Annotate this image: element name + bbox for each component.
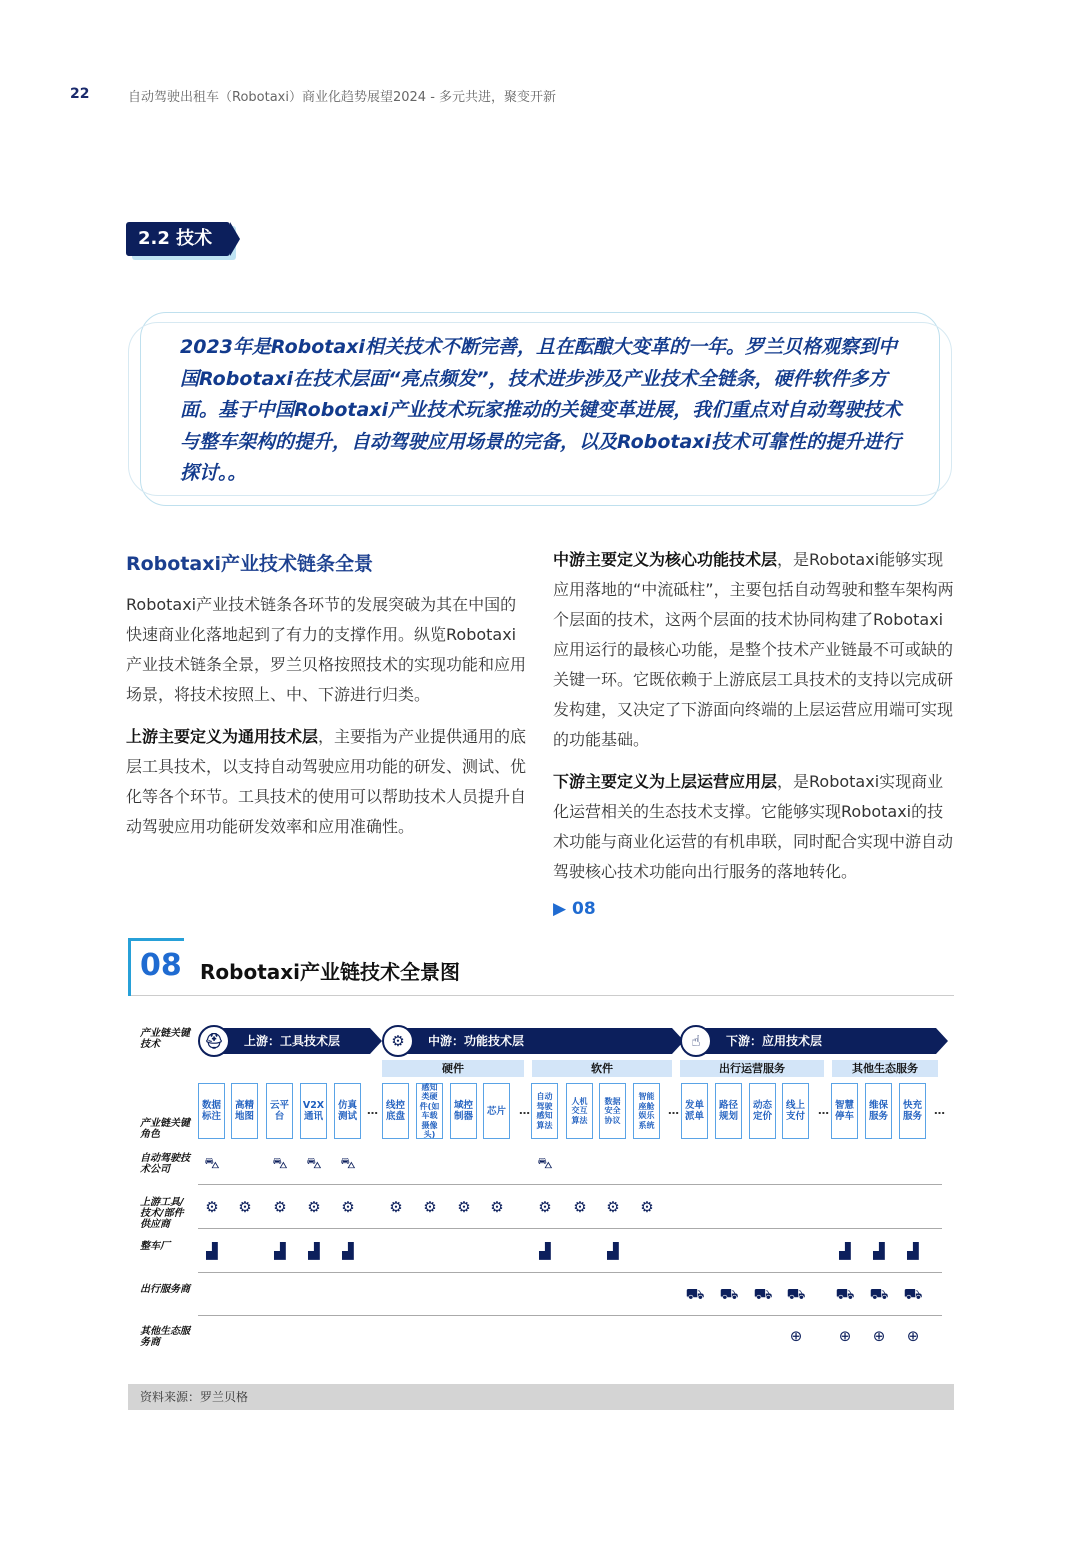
upstream-paragraph — [126, 722, 531, 842]
role-label: 自动驾驶技术公司 — [140, 1153, 190, 1175]
factory-icon: ▟ — [308, 1241, 320, 1260]
tech-box: 快充服务 — [899, 1083, 926, 1139]
factory-icon: ▟ — [539, 1241, 551, 1260]
subgroup-header-4: 其他生态服务 — [832, 1060, 938, 1077]
tech-box: 感知类硬件(如车载摄像头) — [416, 1083, 443, 1139]
tech-box: 线上支付 — [782, 1083, 809, 1139]
tech-box: 人机交互算法 — [566, 1083, 593, 1139]
tech-box: 数据标注 — [198, 1083, 225, 1139]
figure-title: Robotaxi产业链技术全景图 — [200, 960, 461, 984]
component-icon: ⚙ — [341, 1197, 355, 1216]
tech-box: 高精地图 — [231, 1083, 258, 1139]
page-number: 22 — [70, 86, 90, 102]
midstream-lead: 中游主要定义为核心功能技术层 — [553, 550, 778, 569]
intro-paragraph: Robotaxi产业技术链条各环节的发展突破为其在中国的快速商业化落地起到了有力的支撑作用。纵览Robotaxi产业技术链条全景，罗兰贝格按照技术的实现功能和应用场景，将技术按照上、中、下游进行归类。 — [126, 595, 527, 704]
helmet-icon: ⛑ — [198, 1025, 230, 1057]
subsection-title: Robotaxi产业技术链条全景 — [126, 553, 374, 575]
tech-box: 自动驾驶感知算法 — [531, 1083, 558, 1139]
car-icon: ⛍ — [204, 1153, 220, 1172]
stage-banner-1 — [202, 1028, 370, 1054]
stage-axis-label: 产业链关键技术 — [140, 1028, 190, 1050]
callout-text: 2023年是Robotaxi相关技术不断完善，且在酝酿大变革的一年。罗兰贝格观察到中国Robotaxi在技术层面“亮点频发”，技术进步涉及产业技术全链条，硬件软件多方面。基于中国Robotaxi产业技术玩家推动的关键变革进展，我们重点对自动驾驶技术与整车架构的提升，自动驾驶应用场景的完备，以及Robotaxi技术可靠性的提升进行探讨。。 — [180, 336, 902, 484]
stage-label: 下游：应用技术层 — [726, 1034, 823, 1048]
tech-box: 发单派单 — [681, 1083, 708, 1139]
component-icon: ⚙ — [640, 1197, 654, 1216]
tech-box: V2X通讯 — [300, 1083, 327, 1139]
tech-box: 维保服务 — [865, 1083, 892, 1139]
tech-box: 智能座舱娱乐系统 — [633, 1083, 660, 1139]
role-label: 整车厂 — [140, 1241, 170, 1252]
figure-number: 08 — [140, 948, 182, 983]
factory-icon: ▟ — [206, 1241, 218, 1260]
factory-icon: ▟ — [873, 1241, 885, 1260]
vehicle-front-icon: ⛟ — [685, 1284, 705, 1303]
component-icon: ⚙ — [538, 1197, 552, 1216]
component-icon: ⚙ — [573, 1197, 587, 1216]
tech-box: 云平台 — [266, 1083, 293, 1139]
figure-source: 资料来源：罗兰贝格 — [128, 1384, 954, 1410]
component-icon: ⚙ — [238, 1197, 252, 1216]
right-column — [553, 545, 958, 919]
factory-icon: ▟ — [907, 1241, 919, 1260]
role-label: 出行服务商 — [140, 1284, 190, 1295]
tech-box: 动态定价 — [749, 1083, 776, 1139]
midstream-paragraph — [553, 545, 958, 755]
figure-reference-link[interactable]: ▶ 08 — [553, 899, 596, 919]
stage-banner-3 — [684, 1028, 936, 1054]
row-divider — [198, 1184, 942, 1185]
tech-box: 数据安全协议 — [599, 1083, 626, 1139]
downstream-lead: 下游主要定义为上层运营应用层 — [553, 772, 778, 791]
component-icon: ⚙ — [273, 1197, 287, 1216]
factory-icon: ▟ — [607, 1241, 619, 1260]
figure-header — [128, 938, 954, 996]
component-icon: ⚙ — [490, 1197, 504, 1216]
factory-icon: ▟ — [342, 1241, 354, 1260]
ecosystem-icon: ⊕ — [789, 1326, 803, 1345]
car-icon: ⛍ — [340, 1153, 356, 1172]
factory-icon: ▟ — [839, 1241, 851, 1260]
upstream-lead: 上游主要定义为通用技术层 — [126, 727, 319, 746]
stage-label: 中游：功能技术层 — [428, 1034, 525, 1048]
tech-box: 仿真测试 — [334, 1083, 361, 1139]
running-header: 自动驾驶出租车（Robotaxi）商业化趋势展望2024 - 多元共进，聚变开新 — [128, 90, 557, 105]
vehicle-front-icon: ⛟ — [719, 1284, 739, 1303]
subgroup-header-3: 出行运营服务 — [680, 1060, 824, 1077]
upstream-body: ，主要指为产业提供通用的底层工具技术，以支持自动驾驶应用功能的研发、测试、优化等各个环节。工具技术的使用可以帮助技术人员提升自动驾驶应用功能研发效率和应用准确性。 — [126, 727, 527, 836]
downstream-body: ，是Robotaxi实现商业化运营相关的生态技术支撑。它能够实现Robotaxi的技术功能与商业化运营的有机串联，同时配合实现中游自动驾驶核心技术功能向出行服务的落地转化。 — [553, 772, 954, 881]
factory-icon: ▟ — [274, 1241, 286, 1260]
role-label: 上游工具/技术/部件供应商 — [140, 1197, 184, 1230]
component-icon: ⚙ — [205, 1197, 219, 1216]
value-chain-matrix — [128, 1010, 954, 1380]
component-icon: ⚙ — [457, 1197, 471, 1216]
vehicle-front-icon: ⛟ — [753, 1284, 773, 1303]
vehicle-front-icon: ⛟ — [869, 1284, 889, 1303]
component-icon: ⚙ — [423, 1197, 437, 1216]
tech-box: 路径规划 — [715, 1083, 742, 1139]
section-tag: 2.2 技术 — [126, 222, 230, 256]
ellipsis-marker: … — [367, 1104, 378, 1117]
vehicle-front-icon: ⛟ — [786, 1284, 806, 1303]
downstream-paragraph — [553, 767, 958, 887]
stage-label: 上游：工具技术层 — [244, 1034, 341, 1048]
role-axis-label: 产业链关键角色 — [140, 1118, 190, 1140]
midstream-body: ，是Robotaxi能够实现应用落地的“中流砥柱”，主要包括自动驾驶和整车架构两个层面的技术，这两个层面的技术协同构建了Robotaxi应用运行的最核心功能，是整个技术产业链最不可或缺的关键一环。它既依赖于上游底层工具技术的支持以完成研发构建，又决定了下游面向终端的上层运营应用端可实现的功能基础。 — [553, 550, 954, 749]
subgroup-header-2: 软件 — [532, 1060, 672, 1077]
car-icon: ⛍ — [272, 1153, 288, 1172]
tech-box: 域控制器 — [450, 1083, 477, 1139]
subgroup-header-1: 硬件 — [382, 1060, 524, 1077]
ellipsis-marker: … — [818, 1104, 829, 1117]
ellipsis-marker: … — [934, 1104, 945, 1117]
role-label: 其他生态服务商 — [140, 1326, 190, 1348]
car-icon: ⛍ — [306, 1153, 322, 1172]
component-icon: ⚙ — [307, 1197, 321, 1216]
component-icon: ⚙ — [606, 1197, 620, 1216]
car-icon: ⛍ — [537, 1153, 553, 1172]
vehicle-front-icon: ⛟ — [835, 1284, 855, 1303]
tech-box: 线控底盘 — [382, 1083, 409, 1139]
row-divider — [198, 1228, 942, 1229]
row-divider — [198, 1272, 942, 1273]
left-column — [126, 545, 531, 854]
tech-box: 芯片 — [483, 1083, 510, 1139]
ecosystem-icon: ⊕ — [838, 1326, 852, 1345]
component-icon: ⚙ — [389, 1197, 403, 1216]
ecosystem-icon: ⊕ — [872, 1326, 886, 1345]
stage-banner-2 — [386, 1028, 672, 1054]
touch-icon: ☝ — [680, 1025, 712, 1057]
ecosystem-icon: ⊕ — [906, 1326, 920, 1345]
vehicle-front-icon: ⛟ — [903, 1284, 923, 1303]
ellipsis-marker: … — [519, 1104, 530, 1117]
tech-box: 智慧停车 — [831, 1083, 858, 1139]
row-divider — [198, 1315, 942, 1316]
gears-icon: ⚙ — [382, 1025, 414, 1057]
highlight-callout — [128, 312, 952, 506]
ellipsis-marker: … — [668, 1104, 679, 1117]
